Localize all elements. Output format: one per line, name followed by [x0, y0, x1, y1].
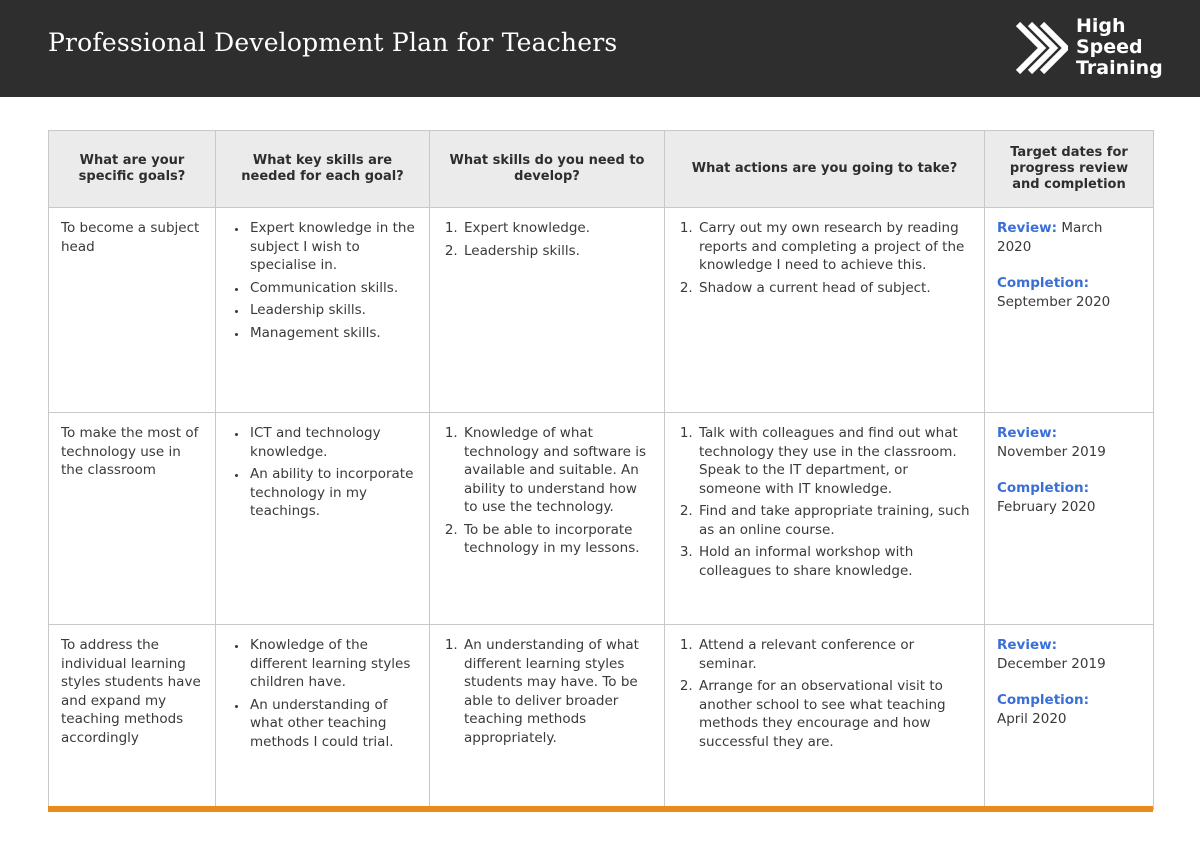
list-item: • Expert knowledge in the subject I wish to specialise in. — [248, 219, 417, 275]
header-target-dates: Target dates for progress review and completion — [985, 131, 1154, 208]
completion-label: Completion: — [997, 480, 1090, 496]
header-goals: What are your specific goals? — [49, 131, 216, 208]
header-skills-develop: What skills do you need to develop? — [430, 131, 665, 208]
list-item: • Knowledge of the different learning styles children have. — [248, 636, 417, 692]
table-row — [49, 625, 1154, 810]
review-label: Review: — [997, 425, 1058, 441]
goal-cell: To become a subject head — [49, 208, 216, 413]
develop-cell — [430, 413, 665, 625]
review-date: Review: March 2020 — [997, 220, 1103, 255]
list-item: 2. Find and take appropriate training, such as an online course. — [697, 502, 972, 539]
key-skills-cell — [216, 208, 430, 413]
list-item: 1. An understanding of what different learning styles students may have. To be able to deliver broader teaching methods appropriately. — [462, 636, 652, 747]
table-row — [49, 413, 1154, 625]
list-item: • An ability to incorporate technology in my teachings. — [248, 465, 417, 521]
list-item: 2. To be able to incorporate technology in my lessons. — [462, 521, 652, 558]
list-item: 1. Knowledge of what technology and software is available and suitable. An ability to understand how to use the technology. — [462, 424, 652, 517]
review-date: December 2019 — [997, 655, 1106, 672]
list-item: 1. Attend a relevant conference or seminar. — [697, 636, 972, 673]
completion-label: Completion: — [997, 275, 1090, 291]
develop-cell — [430, 208, 665, 413]
target-dates-cell — [985, 625, 1154, 810]
page-header — [0, 0, 1200, 97]
target-dates-cell — [985, 208, 1154, 413]
completion-date: April 2020 — [997, 710, 1067, 727]
logo-chevron-icon — [1012, 18, 1068, 80]
list-item: 1. Carry out my own research by reading reports and completing a project of the knowledge I need to achieve this. — [697, 219, 972, 275]
develop-cell — [430, 625, 665, 810]
list-item: • Management skills. — [248, 324, 417, 343]
completion-date: September 2020 — [997, 293, 1111, 310]
list-item: 1. Talk with colleagues and find out what technology they use in the classroom. Speak to the IT department, or someone with IT knowledge. — [697, 424, 972, 498]
actions-cell — [665, 208, 985, 413]
header-actions: What actions are you going to take? — [665, 131, 985, 208]
list-item: • Communication skills. — [248, 279, 417, 298]
logo-wordmark: High Speed Training — [1076, 15, 1163, 79]
key-skills-cell — [216, 625, 430, 810]
list-item: 2. Arrange for an observational visit to another school to see what teaching methods they encourage and how successful they are. — [697, 677, 972, 751]
review-date: November 2019 — [997, 443, 1106, 460]
list-item: 2. Shadow a current head of subject. — [697, 279, 972, 298]
page-title: Professional Development Plan for Teachers — [48, 28, 618, 57]
high-speed-training-logo — [1012, 16, 1162, 82]
list-item: 2. Leadership skills. — [462, 242, 652, 261]
list-item: 3. Hold an informal workshop with colleagues to share knowledge. — [697, 543, 972, 580]
actions-cell — [665, 413, 985, 625]
list-item: 1. Expert knowledge. — [462, 219, 652, 238]
list-item: • Leadership skills. — [248, 301, 417, 320]
completion-date: February 2020 — [997, 498, 1096, 515]
footer-accent-bar — [48, 806, 1153, 812]
completion-label: Completion: — [997, 692, 1090, 708]
key-skills-cell — [216, 413, 430, 625]
list-item: • An understanding of what other teaching methods I could trial. — [248, 696, 417, 752]
header-key-skills: What key skills are needed for each goal? — [216, 131, 430, 208]
target-dates-cell — [985, 413, 1154, 625]
development-plan-table — [48, 130, 1154, 810]
goal-cell: To make the most of technology use in the classroom — [49, 413, 216, 625]
table-header-row — [49, 131, 1154, 208]
actions-cell — [665, 625, 985, 810]
list-item: • ICT and technology knowledge. — [248, 424, 417, 461]
review-label: Review: — [997, 637, 1058, 653]
goal-cell: To address the individual learning styles students have and expand my teaching methods accordingly — [49, 625, 216, 810]
table-row — [49, 208, 1154, 413]
